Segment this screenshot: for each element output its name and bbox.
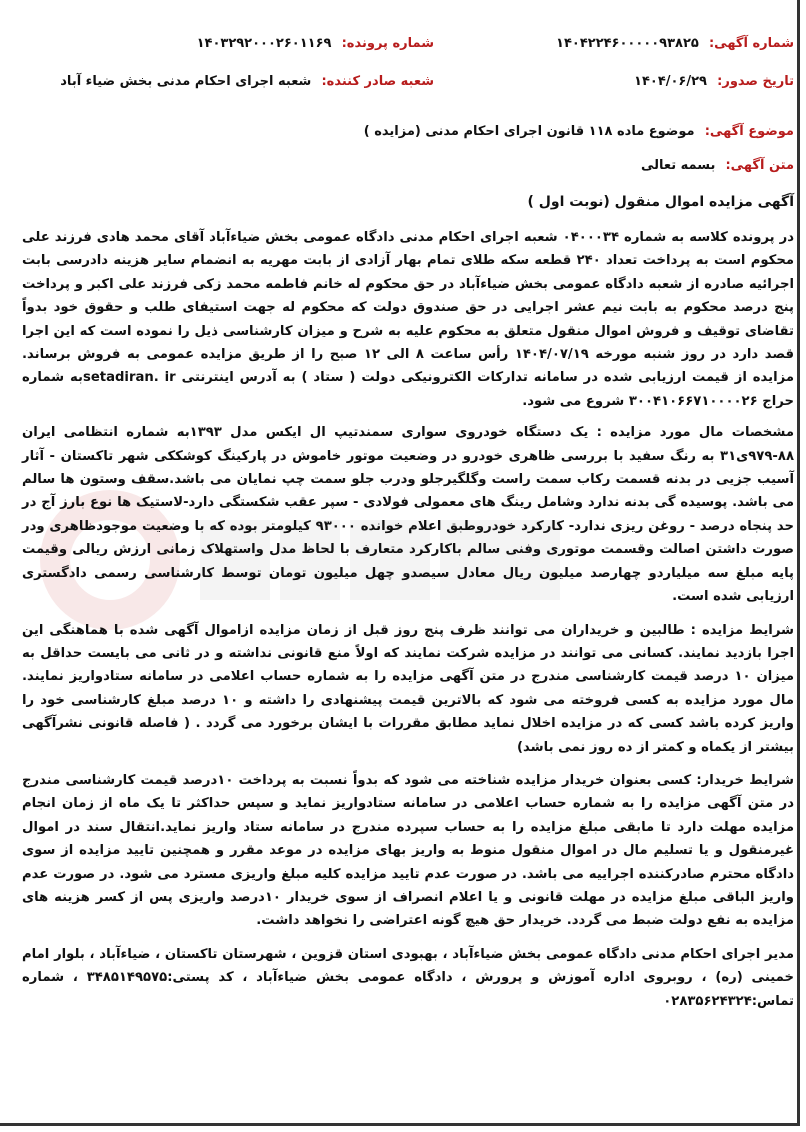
ad-title: آگهی مزایده اموال منقول (نوبت اول )	[527, 194, 794, 210]
ad-body	[22, 226, 794, 1023]
ad-number-value: ۱۴۰۴۲۲۴۶۰۰۰۰۰۹۳۸۲۵	[556, 36, 699, 51]
issue-date-value: ۱۴۰۴/۰۶/۲۹	[634, 74, 707, 89]
issue-date-label: تاریخ صدور:	[717, 74, 794, 89]
case-number	[197, 36, 434, 51]
case-number-label: شماره پرونده:	[341, 36, 434, 51]
ad-header	[12, 32, 794, 102]
ad-number-label: شماره آگهی:	[708, 36, 794, 51]
subject-label: موضوع آگهی:	[704, 124, 794, 139]
paragraph-auction-conditions: شرایط مزایده : طالبین و خریداران می توانند ظرف پنج روز قبل از زمان مزایده ازاموال آگهی شده با هماهنگی این اجرا بازدید نمایند. کسانی می توانند در مزایده شرکت نمایند که اولاً منع قانونی نداشته و در ثانی می بایست حداقل به میزان ۱۰ درصد قیمت کارشناسی مندرج در متن آگهی مزایده را به شماره حساب اعلامی در سامانه ستادواریز نمایند. مال مورد مزایده به کسی فروخته می شود که بالاترین قیمت پیشنهادی را داشته و ۱۰ درصد مبلغ کارشناسی خود را واریز کرده باشد کسی که در مزایده اخلال نماید مطابق مقررات با ایشان برخورد می گردد . ( فاصله قانونی نشرآگهی بیشتر از یکماه و کمتر از ده روز نمی باشد)	[22, 622, 794, 755]
paragraph-contact-address: مدیر اجرای احکام مدنی دادگاه عمومی بخش ضیاءآباد ، بهبودی استان قزوین ، شهرستان تاکستان ، ضیاءآباد ، بلوار امام خمینی (ره) ، روبروی اداره آموزش و پرورش ، دادگاه عمومی بخش ضیاءآباد ، کد پستی:۳۴۸۵۱۴۹۵۷۵ ، شماره تماس:۰۲۸۳۵۶۲۴۳۲۴	[22, 946, 794, 1009]
case-number-value: ۱۴۰۳۲۹۲۰۰۰۲۶۰۱۱۶۹	[196, 36, 332, 51]
ad-text-heading	[12, 158, 794, 173]
issuer-label: شعبه صادر کننده:	[321, 74, 434, 89]
text-label: متن آگهی:	[725, 158, 794, 173]
subject-value: موضوع ماده ۱۱۸ قانون اجرای احکام مدنی (مزایده )	[363, 124, 695, 139]
paragraph-item-specs: مشخصات مال مورد مزایده : یک دستگاه خودروی سواری سمندتیپ ال ایکس مدل ۱۳۹۳به شماره انتظامی ایران ۸۸-۹۷۹ی۳۱ به رنگ سفید با بررسی ظاهری خودرو در وضعیت موتور خاموش در پارکینگ کوشککی شهر تاکستان - آثار آسیب جزیی در بدنه قسمت رکاب سمت راست وگلگیرجلو ودرب جلو سمت چپ نمایان می باشد.سقف وستون ها سالم می باشد. پوسیده گی بدنه ندارد وشامل رینگ های معمولی فولادی - سپر عقب شکستگی دارد-لاستیک ها نوع بارز آج در حد پنجاه درصد - روغن ریزی ندارد- کارکرد خودروطبق اعلام خوانده ۹۳۰۰۰ کیلومتر بوده که با وضعیت موجودظاهری ودر صورت داشتن اصالت وقسمت موتوری وفنی سالم باکارکرد متعارف با لحاظ مدل واستهلاک زمانی ارزش ریالی وقیمت پایه مبلغ سه میلیاردو چهارصد میلیون ریال معادل سیصدو چهل میلیون تومان توسط کارشناسی رسمی دادگستری ارزیابی شده است.	[22, 425, 795, 605]
ad-number	[556, 36, 794, 51]
issuer	[60, 74, 434, 89]
header-row-issue	[12, 74, 794, 96]
issue-date	[634, 74, 794, 89]
paragraph-case-details: در پرونده کلاسه به شماره ۰۴۰۰۰۳۴ شعبه اجرای احکام مدنی دادگاه عمومی بخش ضیاءآباد آقای محمد هادی فرزند علی محکوم است به پرداخت تعداد ۲۴۰ قطعه سکه طلای تمام بهار آزادی از بابت مهریه به انضمام سایر هزینه دادرسی بابت اجرائیه صادره از شعبه دادگاه عمومی بخش ضیاءآباد در حق محکوم له خانم فاطمه محمد زکی فرزند علی اکبر و پرداخت پنج درصد محکوم به بابت نیم عشر اجرایی در حق صندوق دولت که محکوم له جهت استیفای طلب و حقوق خود بدواً تقاضای توقیف و فروش اموال منقول متعلق به محکوم علیه به شرح و میزان کارشناسی ذیل را نموده است که این اجرا قصد دارد در روز شنبه مورخه ۱۴۰۴/۰۷/۱۹ رأس ساعت ۸ الی ۱۲ صبح را از طریق مزایده عمومی به فروش برساند. مزایده از قیمت ارزیابی شده در سامانه تدارکات الکترونیکی دولت ( ستاد ) به آدرس اینترنتی setadiran. irبه شماره حراج ۳۰۰۴۱۰۶۶۷۱۰۰۰۰۲۶ شروع می شود.	[22, 230, 794, 409]
issuer-value: شعبه اجرای احکام مدنی بخش ضیاء آباد	[60, 74, 312, 89]
paragraph-buyer-conditions: شرایط خریدار: کسی بعنوان خریدار مزایده شناخته می شود که بدواً نسبت به پرداخت ۱۰درصد قیمت کارشناسی مندرج در متن آگهی مزایده را به شماره حساب اعلامی در سامانه ستادواریز نماید و سپس حداکثر تا یک ماه از زمان انجام مزایده مهلت دارد تا مابقی مبلغ مزایده را به حساب سپرده مندرج در سامانه ستاد واریز نماید.انتقال سند در اموال غیرمنقول و یا تسلیم مال در اموال منقول منوط به واریز بهای مزایده در موعد مقرر و همچنین تایید مزایده از سوی دادگاه محترم صادرکننده اجراییه می باشد. در صورت عدم تایید مزایده کلیه مبلغ واریزی مسترد می شود. در صورت عدم واریز الباقی مبلغ مزایده در مهلت قانونی و یا اعلام انصراف از سوی خریدار ۱۰درصد واریزی پس از کسر هزینه های مزایده به نفع دولت ضبط می گردد. خریدار حق هیچ گونه اعتراضی را نخواهد داشت.	[22, 772, 794, 929]
ad-subject	[12, 124, 794, 139]
header-row-numbers	[12, 36, 794, 58]
text-label-value: بسمه تعالی	[640, 158, 716, 173]
